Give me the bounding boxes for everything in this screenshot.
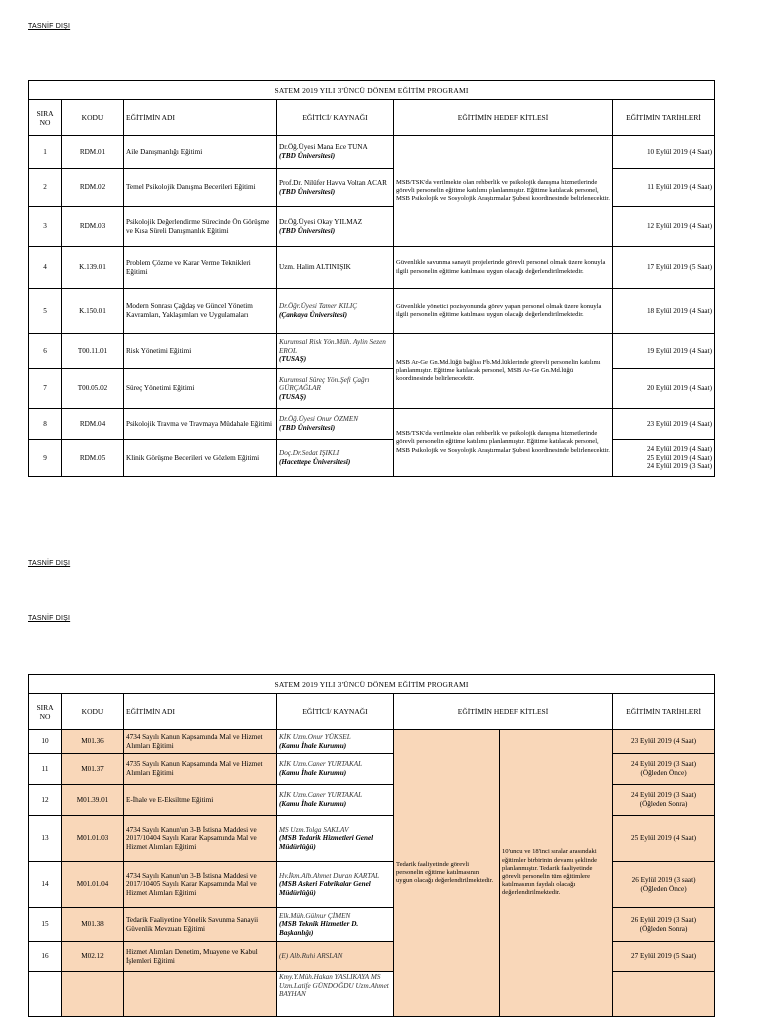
date-line: 25 Eylül 2019 (4 Saat) <box>646 453 713 462</box>
row-trainer <box>277 785 394 816</box>
row-trainer <box>277 334 394 369</box>
row-date <box>613 908 715 942</box>
row-date: 18 Eylül 2019 (4 Saat) <box>613 289 715 334</box>
row-target-audience: Güvenlikle yönetici pozisyonunda görev yapan personel olmak üzere konuyla ilgili personelin eğitime katılması uygun olacağı değerlendirilmektedir. <box>394 289 613 334</box>
trainer-source: (Kamu İhale Kurumu) <box>279 800 347 808</box>
row-date: 10 Eylül 2019 (4 Saat) <box>613 136 715 169</box>
row-trainer <box>277 207 394 247</box>
table-row <box>29 334 715 369</box>
row-date: 17 Eylül 2019 (5 Saat) <box>613 247 715 289</box>
row-no: 6 <box>29 334 62 369</box>
row-trainer <box>277 440 394 477</box>
table-row <box>29 785 715 816</box>
row-no: 12 <box>29 785 62 816</box>
row-training-name: Psikolojik Değerlendirme Sürecinde Ön Görüşme ve Kısa Süreli Danışmanlık Eğitimi <box>124 207 277 247</box>
row-training-name: Temel Psikolojik Danışma Becerileri Eğitimi <box>124 169 277 207</box>
row-trainer <box>277 136 394 169</box>
row-no: 8 <box>29 409 62 440</box>
table-row <box>29 369 715 409</box>
row-date: 20 Eylül 2019 (4 Saat) <box>613 369 715 409</box>
date-line: 24 Eylül 2019 (3 Saat) <box>631 760 697 769</box>
row-no: 4 <box>29 247 62 289</box>
row-date <box>613 816 715 862</box>
classification-marker-footer: TASNİF DIŞI <box>28 560 71 567</box>
trainer-source: (Hacettepe Üniversitesi) <box>279 458 351 466</box>
row-target-audience: MSB/TSK'da verilmekte olan rehberlik ve psikolojik danışma hizmetlerinde görevli personelin eğitime katılımı planlanmıştır. Eğitime katılacak personel, MSB Psikolojik ve Sosyolojik Araştırmalar Şubesi koordinesinde belirlenecektir. <box>394 409 613 477</box>
trainer-name: (E) Alb.Ruhi ARSLAN <box>279 952 343 961</box>
row-date <box>613 942 715 972</box>
row-trainer <box>277 409 394 440</box>
header-hedef: EĞİTİMİN HEDEF KİTLESİ <box>394 694 613 730</box>
table-title: SATEM 2019 YILI 3'ÜNCÜ DÖNEM EĞİTİM PROGRAMI <box>29 675 715 694</box>
row-date <box>613 862 715 908</box>
row-training-name: Risk Yönetimi Eğitimi <box>124 334 277 369</box>
row-trainer <box>277 972 394 1017</box>
date-line: 25 Eylül 2019 (4 Saat) <box>631 834 697 843</box>
trainer-name: Elk.Müh.Gülnur ÇİMEN <box>279 911 351 920</box>
row-no: 3 <box>29 207 62 247</box>
trainer-source: (TBD Üniversitesi) <box>279 187 336 196</box>
header-egitim-adi: EĞİTİMİN ADI <box>124 100 277 136</box>
date-line-session: (Öğleden Önce) <box>640 769 687 777</box>
date-line: 26 Eylül 2019 (3 saat) <box>631 875 696 884</box>
table-title: SATEM 2019 YILI 3'ÜNCÜ DÖNEM EĞİTİM PROGRAMI <box>29 81 715 100</box>
row-code: RDM.01 <box>62 136 124 169</box>
header-sira-no: SIRA NO <box>29 100 62 136</box>
row-trainer <box>277 169 394 207</box>
row-training-name: 4734 Sayılı Kanun'un 3-B İstisna Maddesi ve 2017/10404 Sayılı Karar Kapsamında Mal ve Hizmet Alımları Eğitimi <box>124 816 277 862</box>
row-code: M01.36 <box>62 730 124 754</box>
row-date <box>613 972 715 1017</box>
trainer-name: Prof.Dr. Nilüfer Havva Voltan ACAR <box>279 178 387 187</box>
row-training-name: 4734 Sayılı Kanun Kapsamında Mal ve Hizmet Alımları Eğitimi <box>124 730 277 754</box>
header-egitici: EĞİTİCİ/ KAYNAĞI <box>277 694 394 730</box>
date-line: 27 Eylül 2019 (5 Saat) <box>631 952 697 961</box>
row-no: 7 <box>29 369 62 409</box>
row-target-audience: MSB Ar-Ge Gn.Md.lüğü bağlısı Fb.Md.lüklerinde görevli personelin katılımı planlanmıştır. Eğitime katılacak personel, MSB Ar-Ge Gn.Md.lüğü koordinesinde belirlenecektir. <box>394 334 613 409</box>
trainer-name: Dr.Öğr.Üyesi Tamer KILIÇ <box>279 302 358 311</box>
row-no: 1 <box>29 136 62 169</box>
row-no: 16 <box>29 942 62 972</box>
header-hedef: EĞİTİMİN HEDEF KİTLESİ <box>394 100 613 136</box>
header-kodu: KODU <box>62 100 124 136</box>
row-date: 19 Eylül 2019 (4 Saat) <box>613 334 715 369</box>
date-line-session: (Öğleden Sonra) <box>639 800 688 808</box>
row-code: M01.01.03 <box>62 816 124 862</box>
row-training-name <box>124 972 277 1017</box>
header-kodu: KODU <box>62 694 124 730</box>
row-training-name: Tedarik Faaliyetine Yönelik Savunma Sanayii Güvenlik Mevzuatı Eğitimi <box>124 908 277 942</box>
table-row <box>29 816 715 862</box>
table-row <box>29 289 715 334</box>
row-trainer <box>277 247 394 289</box>
row-date <box>613 730 715 754</box>
trainer-source: (Kamu İhale Kurumu) <box>279 769 347 777</box>
table-row <box>29 754 715 785</box>
classification-marker-top: TASNİF DIŞI <box>28 23 71 30</box>
row-trainer <box>277 816 394 862</box>
table-row <box>29 440 715 477</box>
row-training-name: Süreç Yönetimi Eğitimi <box>124 369 277 409</box>
row-no: 5 <box>29 289 62 334</box>
row-code: M01.01.04 <box>62 862 124 908</box>
trainer-source: (TBD Üniversitesi) <box>279 152 336 160</box>
row-target-audience-left: Tedarik faaliyetinde görevli personelin eğitime katılmasının uygun olacağı değerlendirilmektedir. <box>394 730 500 1017</box>
date-line-session: (Öğleden Sonra) <box>639 924 688 933</box>
row-training-name: 4734 Sayılı Kanun'un 3-B İstisna Maddesi ve 2017/10405 Sayılı Karar Kapsamında Mal ve Hizmet Alımları Eğitimi <box>124 862 277 908</box>
date-line: 24 Eylül 2019 (4 Saat) <box>646 445 713 454</box>
trainer-name: Kmy.Y.Müh.Hakan YASLIKAYA MS Uzm.Latife GÜNDOĞDU Uzm.Ahmet BAYHAN <box>279 973 389 999</box>
trainer-source: (TBD Üniversitesi) <box>279 226 336 235</box>
row-trainer <box>277 730 394 754</box>
table-header-row <box>29 694 715 730</box>
row-code: K.150.01 <box>62 289 124 334</box>
table-row <box>29 730 715 754</box>
table-row <box>29 942 715 972</box>
row-training-name: Aile Danışmanlığı Eğitimi <box>124 136 277 169</box>
row-no: 2 <box>29 169 62 207</box>
row-no: 14 <box>29 862 62 908</box>
trainer-name: KİK Uzm.Caner YURTAKAL <box>279 791 363 800</box>
row-date: 11 Eylül 2019 (4 Saat) <box>613 169 715 207</box>
row-trainer <box>277 289 394 334</box>
row-trainer <box>277 862 394 908</box>
trainer-name: Kurumsal Risk Yön.Müh. Aylin Sezen EROL <box>279 338 386 355</box>
trainer-name: KİK Uzm.Caner YURTAKAL <box>279 760 363 769</box>
row-no: 10 <box>29 730 62 754</box>
row-target-audience-right: 10'uncu ve 18'inci sıralar arasındaki eğitimler birbirinin devamı şeklinde planlanmıştır. Tedarik faaliyetinde görevli personelin tüm eğitimlere katılmasının faydalı olacağı değerlendirilmektedir. <box>500 730 613 1017</box>
row-target-audience: Güvenlikle savunma sanayii projelerinde görevli personel olmak üzere konuyla ilgili personelin eğitime katılması uygun olacağı değerlendirilmektedir. <box>394 247 613 289</box>
trainer-name: Doç.Dr.Sedat IŞIKLI <box>279 449 340 458</box>
trainer-name: MS Uzm.Tolga SAKLAV <box>279 825 349 834</box>
row-no: 13 <box>29 816 62 862</box>
row-date <box>613 440 715 477</box>
row-date <box>613 754 715 785</box>
trainer-source: (TUSAŞ) <box>279 392 307 401</box>
trainer-name: Hv.İkm.Alb.Ahmet Duran KARTAL <box>279 871 380 880</box>
date-line: 23 Eylül 2019 (4 Saat) <box>631 737 697 746</box>
row-no: 15 <box>29 908 62 942</box>
date-line-session: (Öğleden Önce) <box>640 884 687 893</box>
table-row <box>29 972 715 1017</box>
row-trainer <box>277 369 394 409</box>
row-trainer <box>277 942 394 972</box>
trainer-source: (TUSAŞ) <box>279 355 307 364</box>
row-date: 12 Eylül 2019 (4 Saat) <box>613 207 715 247</box>
row-code: K.139.01 <box>62 247 124 289</box>
header-tarih: EĞİTİMİN TARİHLERİ <box>613 100 715 136</box>
trainer-name: KİK Uzm.Onur YÜKSEL <box>279 732 351 741</box>
training-program-table-1 <box>28 80 715 477</box>
row-code: RDM.04 <box>62 409 124 440</box>
row-date: 23 Eylül 2019 (4 Saat) <box>613 409 715 440</box>
table-row <box>29 862 715 908</box>
row-training-name: 4735 Sayılı Kanun Kapsamında Mal ve Hizmet Alımları Eğitimi <box>124 754 277 785</box>
row-code: M01.38 <box>62 908 124 942</box>
header-egitim-adi: EĞİTİMİN ADI <box>124 694 277 730</box>
trainer-source: (TBD Üniversitesi) <box>279 424 336 432</box>
row-no <box>29 972 62 1017</box>
row-trainer <box>277 908 394 942</box>
row-no: 11 <box>29 754 62 785</box>
row-no: 9 <box>29 440 62 477</box>
trainer-name: Kurumsal Süreç Yön.Şefi Çağrı GÜRÇAĞLAR <box>279 375 370 393</box>
date-line: 24 Eylül 2019 (3 Saat) <box>646 462 713 471</box>
trainer-source: (MSB Tedarik Hizmetleri Genel Müdürlüğü) <box>279 834 374 851</box>
row-training-name: Psikolojik Travma ve Travmaya Müdahale Eğitimi <box>124 409 277 440</box>
row-trainer <box>277 754 394 785</box>
row-training-name: Modern Sonrası Çağdaş ve Güncel Yönetim Kavramları, Yaklaşımları ve Uygulamaları <box>124 289 277 334</box>
trainer-name: Uzm. Halim ALTINIŞIK <box>279 263 351 272</box>
row-target-audience: MSB/TSK'da verilmekte olan rehberlik ve psikolojik danışma hizmetlerinde görevli personelin eğitime katılımı planlanmıştır. Eğitime katılacak personel, MSB Psikolojik ve Sosyolojik Araştırmalar Şubesi koordinesinde belirlenecektir. <box>394 136 613 247</box>
row-code: RDM.03 <box>62 207 124 247</box>
row-training-name: E-İhale ve E-Eksiltme Eğitimi <box>124 785 277 816</box>
row-code: RDM.05 <box>62 440 124 477</box>
row-code: RDM.02 <box>62 169 124 207</box>
trainer-source: (Kamu İhale Kurumu) <box>279 741 347 750</box>
table-row <box>29 908 715 942</box>
row-code: T00.11.01 <box>62 334 124 369</box>
row-training-name: Problem Çözme ve Karar Verme Teknikleri Eğitimi <box>124 247 277 289</box>
trainer-source: (Çankaya Üniversitesi) <box>279 311 348 319</box>
row-training-name: Hizmet Alımları Denetim, Muayene ve Kabul İşlemleri Eğitimi <box>124 942 277 972</box>
row-code: M01.37 <box>62 754 124 785</box>
table-row <box>29 169 715 207</box>
table-row <box>29 136 715 169</box>
training-program-table-2 <box>28 674 715 1017</box>
trainer-name: Dr.Öğ.Üyesi Onur ÖZMEN <box>279 415 359 424</box>
row-code: M02.12 <box>62 942 124 972</box>
table-header-row <box>29 100 715 136</box>
trainer-name: Dr.Öğ.Üyesi Okay YILMAZ <box>279 217 363 226</box>
row-training-name: Klinik Görüşme Becerileri ve Gözlem Eğitimi <box>124 440 277 477</box>
table-row <box>29 409 715 440</box>
table-row <box>29 207 715 247</box>
classification-marker-page2: TASNİF DIŞI <box>28 615 71 622</box>
row-code: M01.39.01 <box>62 785 124 816</box>
date-line: 26 Eylül 2019 (3 Saat) <box>631 915 697 924</box>
row-code: T00.05.02 <box>62 369 124 409</box>
trainer-name: Dr.Öğ.Üyesi Mana Ece TUNA <box>279 143 368 152</box>
row-date <box>613 785 715 816</box>
date-line: 24 Eylül 2019 (3 Saat) <box>631 791 697 800</box>
header-sira-no: SIRA NO <box>29 694 62 730</box>
header-tarih: EĞİTİMİN TARİHLERİ <box>613 694 715 730</box>
header-egitici: EĞİTİCİ/ KAYNAĞI <box>277 100 394 136</box>
table-row <box>29 247 715 289</box>
row-code <box>62 972 124 1017</box>
trainer-source: (MSB Teknik Hizmetler D. Başkanlığı) <box>279 920 359 937</box>
trainer-source: (MSB Askeri Fabrikalar Genel Müdürlüğü) <box>279 880 371 897</box>
